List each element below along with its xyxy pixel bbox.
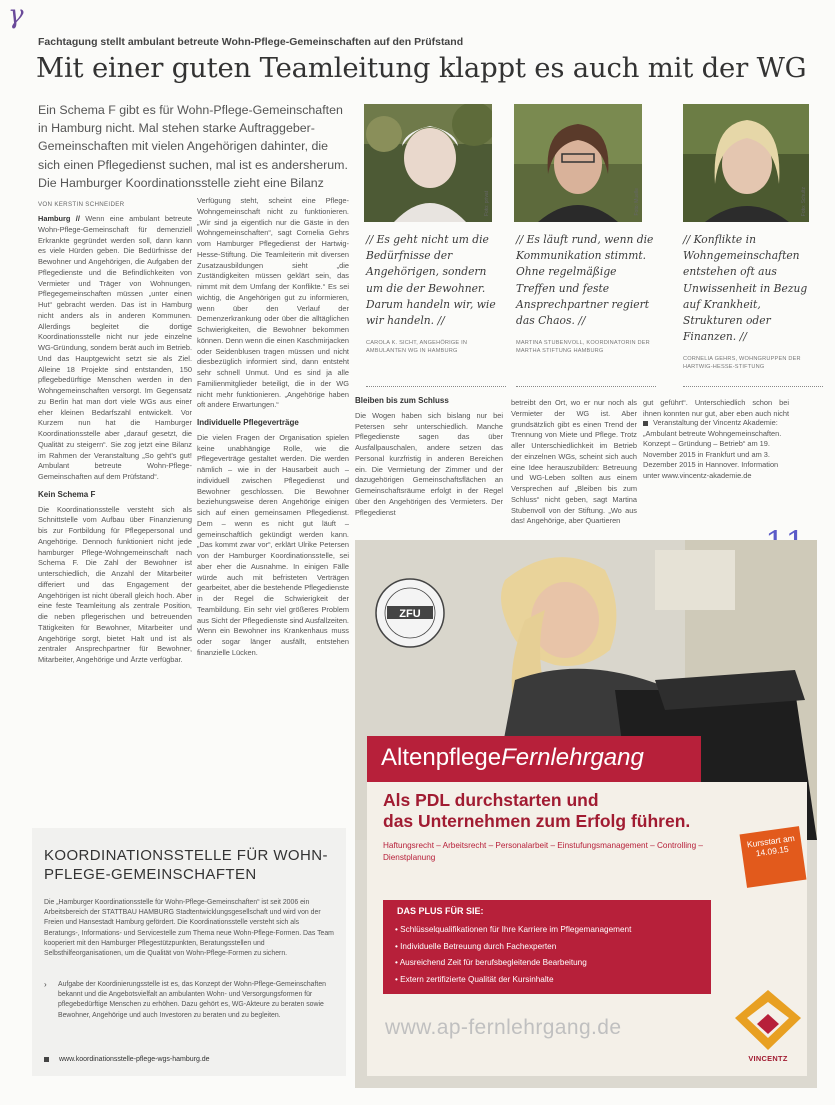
portrait-photo-1	[364, 104, 492, 222]
event-note-text: Veranstaltung der Vincentz Akademie: „Ambulant betreute Wohngemeinschaften. Konzept – Gründung – Betrieb“ am 19. November 2015 in Frankfurt und am 3. Dezember 2015 in Hannover. Information unter www.vincentz-akademie.de	[643, 418, 782, 480]
info-box-list-text: Aufgabe der Koordinierungsstelle ist es, das Konzept der Wohn-Pflege-Gemeinschaften bekannt und die Angebotsvielfalt an ambulanten Wohn- und Versorgungsformen für pflegebedürftige Menschen zu erhöhen. Dazu gehört es, WG-Akteure zu beraten sowie Bewohner, Angehörige und auch Investoren zu beraten und zu begleiten.	[58, 981, 326, 1019]
ad-topics: Haftungsrecht – Arbeitsrecht – Personalarbeit – Einstufungsmanagement – Controlling – Dienstplanung	[383, 841, 703, 862]
column-2-text: Verfügung steht, scheint eine Pflege-Wohngemeinschaft nicht zu funktionieren. „Wir sind ja eigentlich nur die Gäste in den Wohngemeinschaften“, sagt Cornelia Gehrs vom Hamburger Pflegedienst der Hartwig-Hesse-Stiftung. Die Teamleiterin mit diversen Zusatzausbildungen sieht „die Zuständigkeiten müssen geklärt sein, das nimmt mit dem Umfang der Konflikte.“ Es sei wichtig, die Angehörigen gut zu informieren, wenn über den Verlauf der Demenzerkrankung oder über die alltäglichen Schwierigkeiten, die Bewohner bekommen können. Denn wenn die einen Kaschmirjacken oder Seidenblusen tragen müssen und nicht diesbezüglich informiert sind, dann entsteht sehr schnell Unmut. Und es sind ja alle Familienmitglieder beteiligt, die in der WG nicht mehr funktionieren. „Angehörige haben oft andere Erwartungen.“	[197, 196, 349, 410]
column-3-text: Die Wogen haben sich bislang nur bei Petersen sehr unterschiedlich. Manche Pflegedienste sagen das über Ausfallpauschalen, andere setzen das Personal kurzfristig in anderen Bereichen ein. Die Vermietung der Zimmer und der dazugehörigen Gemeinschaftsflächen an Gemeinschaftsräume erfolgt in der Regel über den Angehörigen des Vermieters. Der Pflegedienst	[355, 410, 503, 517]
article-headline: Mit einer guten Teamleitung klappt es auch mit der WG	[36, 52, 807, 84]
column-1-text-continued: Die Koordinationsstelle versteht sich als Schnittstelle vom Aufbau über Finanzierung bis zur Fortbildung für Pflegepersonal und Angehörige. Dennoch funktioniert nicht jede hamburger Pflege-Wohngemeinschaft nach Schema F. Die Zahl der Bewohner ist unterschiedlich, die Anzahl der Mitarbeiter differiert und das Engagement der Angehörigen ist nicht überall gleich hoch. Aber eine feste Teamleitung als zentrale Position, die neben pflegerischen und betreuenden Tätigkeiten für Bewohner, Mitarbeiter und Angehörige sorgt, bietet Halt und ist als zentraler Ansprechpartner für Bewohner, Mitarbeiter, Angehörige und Ärzte verfügbar.	[38, 504, 192, 664]
subhead-individuelle-pflegevertraege: Individuelle Pflegeverträge	[197, 418, 299, 427]
portrait-image-2	[514, 104, 642, 222]
handwritten-mark: γ	[8, 0, 24, 30]
info-box-body: Die „Hamburger Koordinationsstelle für Wohn-Pflege-Gemeinschaften“ ist seit 2006 ein Arbeitsbereich der STATTBAU HAMBURG Stadtentwicklungsgesellschaft und wird von der Freien und Hansestadt Hamburg gefördert. Die Koordinationsstelle versteht sich als Beratungs-, Informations- und Servicestelle zum Thema neue Wohn-Pflege-Formen. Das Team kooperiert mit den Hamburger Pflegestützpunkten, Beratungsstellen und Selbsthilfeorganisationen, um die Qualität von Wohn-Pflege-Formen zu sichern.	[44, 899, 334, 958]
ad-benefit-item: • Individuelle Betreuung durch Fachexperten	[395, 939, 631, 956]
zfu-seal-text: ZFU	[399, 608, 421, 620]
article-kicker: Fachtagung stellt ambulant betreute Wohn-Pflege-Gemeinschaften auf den Prüfstand	[38, 36, 464, 48]
photo-credit-2: Foto: Muelle	[634, 188, 640, 216]
ad-brand-main: Altenpflege	[381, 744, 502, 771]
column-4-text: betreibt den Ort, wo er nur noch als Vermieter der WG ist. Aber grundsätzlich gibt es einen Trend der Trennung von Miete und Pflege. Trotz aller Unterschiedlichkeit im Betrieb der einzelnen WGs, scheint sich auch eine Idee herauszubilden: Betreuung und WG-Leben sollten aus einem Versprechen auf „Bleiben bis zum Schluss“ nicht geben, sagt Martina Stubenvoll von der Stiftung. „Wo aus das! Angehörige, aber Quartieren	[511, 398, 637, 526]
ad-benefits-box	[383, 900, 711, 994]
pull-quote-2-source: MARTINA STUBENVOLL, KOORDINATORIN DER MARTHA STIFTUNG HAMBURG	[516, 340, 650, 355]
pull-quote-2-text: // Es läuft rund, wenn die Kommunikation stimmt. Ohne regelmäßige Treffen und feste Ansprechpartner regiert das Chaos. //	[516, 233, 654, 328]
vincentz-logo	[733, 988, 803, 1070]
ad-headline-line-1: Als PDL durchstarten und	[383, 790, 599, 810]
info-box-list-item	[44, 980, 334, 1021]
arrow-right-icon: ›	[44, 980, 47, 989]
ad-benefits-list	[395, 922, 631, 988]
ad-benefit-item: • Extern zertifizierte Qualität der Kursinhalte	[395, 972, 631, 989]
vincentz-logo-icon	[733, 988, 803, 1052]
article-lead: Ein Schema F gibt es für Wohn-Pflege-Gemeinschaften in Hamburg nicht. Mal stehen starke Auftraggeber-Gemeinschaften mit vielen Angehörigen dahinter, die sich einen Pflegedienst suchen, mal ist es andersherum. Die Hamburger Koordinationsstelle zieht eine Bilanz	[38, 103, 348, 190]
ad-benefits-title: DAS PLUS FÜR SIE:	[397, 906, 484, 916]
dateline: Hamburg //	[38, 214, 80, 223]
square-bullet-icon	[643, 421, 648, 426]
column-5-text: gut geführt“. Unterschiedlich schon bei ihnen konnten nur gut, aber eben auch nicht	[643, 398, 789, 418]
info-box-link[interactable]	[44, 1056, 210, 1063]
info-box-title: KOORDINATIONSSTELLE FÜR WOHN-PFLEGE-GEMEINSCHAFTEN	[44, 847, 328, 883]
event-note	[643, 418, 783, 482]
course-start-badge: Kursstart am 14.09.15	[740, 826, 807, 888]
photo-credit-3: Foto: Schultz	[801, 186, 807, 216]
column-2-text-continued: Die vielen Fragen der Organisation spielen keine unabhängige Rolle, wie die Pflegeverträge gestaltet werden. Die werden nämlich – wie in der Hausarbeit auch – individuell zwischen Pflegedienst und Bewohner geschlossen. Die Bewohner beziehungsweise deren Angehörige einigen sich auf einen gemeinsamen Pflegedienst. Dem – wenn es nicht gut läuft – gemeinschaftlich gekündigt werden kann. „Das kommt zwar vor“, erklärt Ulrike Petersen von der Hamburger Koordinationsstelle, sei aber eher die Ausnahme. In einigen Fälle würde auch mit befristeten Verträgen gearbeitet, aber die bestehende Pflegedienste in der Regel die Schwierigkeit der Teambildung. Ein sehr viel größeres Problem aus Sicht der Pflegedienste sind Ausfallzeiten. Wenn ein Bewohner ins Krankenhaus muss oder sogar länger ausfällt, entstehen finanzielle Lücken.	[197, 432, 349, 657]
column-1-text: Wenn eine ambulant betreute Wohn-Pflege-Gemeinschaft für demenziell Erkrankte gegründet werden soll, dann kann es viele Hürden geben. Die Bedürfnisse der Bewohner und Angehörigen, die Aufgaben der Pflegedienste und die Befindlichkeiten von Vermieter und Träger von Wohnungen, Pflegegemeinschaften müssen „unter einen Hut“ gebracht werden. Das ist in Hamburg nicht anders als in anderen Kommunen. Allerdings begleitet die dortige Koordinationsstelle nicht nur jede einzelne WG-Gründung, sondern berät auch im Betrieb. Und das Hauptgewicht setzt sie als Ziel. Alleine 18 Projekte sind entstanden, 150 pflegebedürftige Menschen werden in den Wohngemeinschaften versorgt. Im Gegensatz zu Berlin hat man dort viele WGs aus einer eher kleinen Bedarfszahl entwickelt. Vor Kurzem nun hat die Hamburger Koordinationsstelle aber „darauf gesetzt, die Qualität zu steigern“. Sie zog jetzt eine Bilanz im Rahmen der Veranstaltung „So geht’s gut! Ambulant betreute Wohn-Pflege-Gemeinschaften auf dem Prüfstand“.	[38, 214, 192, 481]
ad-brand-name	[381, 744, 644, 772]
advertisement	[355, 540, 817, 1088]
ad-text-panel	[367, 782, 807, 1076]
portrait-photo-2	[514, 104, 642, 222]
pull-quote-3-source: CORNELIA GEHRS, WOHNGRUPPEN DER HARTWIG-HESSE-STIFTUNG	[683, 356, 801, 371]
article-column-5	[643, 398, 789, 418]
ad-brand-banner	[367, 736, 701, 782]
article-column-1	[38, 214, 192, 804]
ad-headline	[383, 790, 690, 832]
article-column-3	[355, 396, 503, 534]
pull-quote-2	[516, 232, 656, 387]
ad-headline-line-2: das Unternehmen zum Erfolg führen.	[383, 811, 691, 831]
ad-brand-italic: Fernlehrgang	[501, 744, 644, 771]
subhead-kein-schema-f: Kein Schema F	[38, 489, 96, 499]
vincentz-logo-label: VINCENTZ	[748, 1054, 788, 1063]
ad-benefit-item: • Ausreichend Zeit für berufsbegleitende Bearbeitung	[395, 955, 631, 972]
ad-benefit-item: • Schlüsselqualifikationen für Ihre Karriere im Pflegemanagement	[395, 922, 631, 939]
pull-quote-3-text: // Konflikte in Wohngemeinschaften entstehen oft aus Unwissenheit in Bezug auf Krankheit, Strukturen oder Finanzen. //	[683, 233, 808, 344]
pull-quote-1	[366, 232, 506, 387]
photo-credit-1: Foto: privat	[484, 190, 490, 216]
portrait-image-1	[364, 104, 492, 222]
pull-quote-3	[683, 232, 823, 387]
article-column-4	[511, 398, 637, 532]
zfu-seal-icon	[373, 576, 447, 650]
info-box	[32, 828, 346, 1076]
portrait-image-3	[683, 104, 809, 222]
ad-website-url[interactable]: www.ap-fernlehrgang.de	[385, 1016, 622, 1039]
pull-quote-1-text: // Es geht nicht um die Bedürfnisse der Angehörigen, sondern um die der Bewohner. Darum handeln wir, wie wir handeln. //	[366, 233, 496, 328]
square-bullet-icon	[44, 1057, 49, 1062]
portrait-photo-3	[683, 104, 809, 222]
article-column-2	[197, 196, 349, 804]
info-box-link-text[interactable]: www.koordinationsstelle-pflege-wgs-hamburg.de	[59, 1056, 210, 1063]
subhead-bleiben-bis-zum-schluss: Bleiben bis zum Schluss	[355, 396, 449, 405]
article-byline: VON KERSTIN SCHNEIDER	[38, 201, 125, 208]
pull-quote-1-source: CAROLA K. SICHT, ANGEHÖRIGE IN AMBULANTEN WG IN HAMBURG	[366, 340, 468, 355]
